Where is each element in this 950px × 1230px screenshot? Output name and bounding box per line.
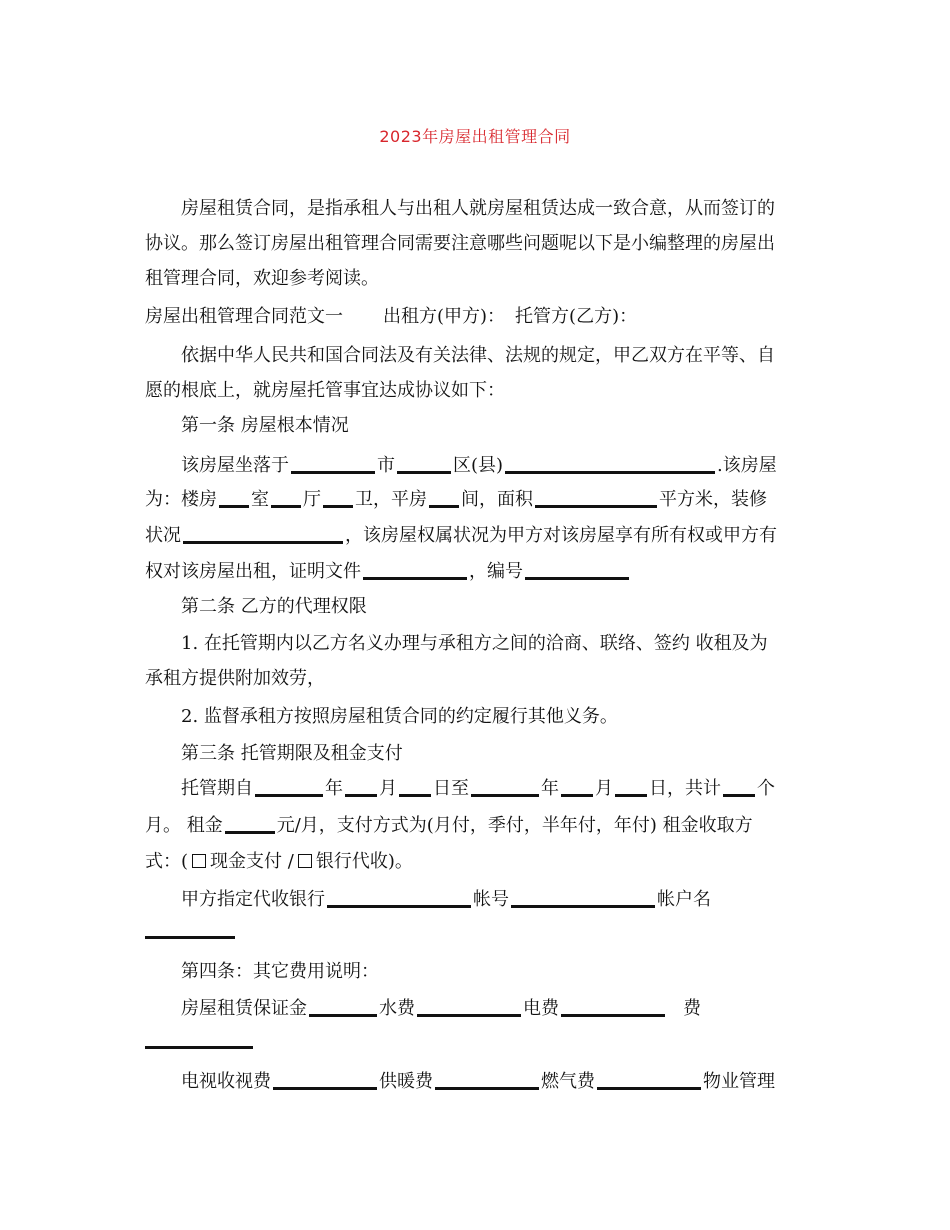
article-3-line [181, 887, 711, 912]
article-4-heading: 第四条：其它费用说明： [181, 961, 379, 982]
text: 状况 [145, 525, 181, 546]
blank-field[interactable] [417, 996, 521, 1017]
article-1-line [181, 453, 777, 478]
blank-field[interactable] [505, 453, 715, 474]
blank-field[interactable] [225, 813, 275, 834]
text: 权对该房屋出租，证明文件 [145, 561, 361, 582]
text: 帐户名 [657, 889, 711, 910]
blank-field[interactable] [525, 559, 629, 580]
blank-field[interactable] [511, 887, 655, 908]
blank-field[interactable] [435, 1069, 539, 1090]
text: 日至 [433, 778, 469, 799]
text: 个 [757, 778, 775, 799]
blank-field[interactable] [723, 776, 755, 797]
blank-field[interactable] [183, 523, 343, 544]
text: 甲方指定代收银行 [181, 889, 325, 910]
cash-payment-checkbox[interactable] [192, 854, 206, 868]
text: 月 [595, 778, 613, 799]
text: 帐号 [473, 889, 509, 910]
article-2-item: 承租方提供附加效劳， [145, 668, 325, 689]
article-1-line [145, 559, 631, 584]
blank-field[interactable] [219, 487, 249, 508]
article-1-heading: 第一条 房屋根本情况 [181, 415, 349, 436]
blank-field[interactable] [561, 996, 665, 1017]
preamble-line: 愿的根底上，就房屋托管事宜达成协议如下： [145, 380, 505, 401]
article-2-item: 2. 监督承租方按照房屋租赁合同的约定履行其他义务。 [181, 706, 618, 727]
blank-field[interactable] [273, 1069, 377, 1090]
text: 电费 [523, 998, 559, 1019]
sample-heading: 房屋出租管理合同范文一 [145, 306, 343, 327]
blank-field[interactable] [291, 453, 375, 474]
text: 燃气费 [541, 1071, 595, 1092]
blank-field[interactable] [323, 487, 353, 508]
blank-field[interactable] [535, 487, 657, 508]
article-3-line [145, 850, 413, 874]
party-a-label: 出租方(甲方)： [383, 306, 506, 327]
sample-line [145, 305, 637, 329]
blank-field[interactable] [145, 1028, 253, 1049]
text: 房屋租赁保证金 [181, 998, 307, 1019]
article-2-heading: 第二条 乙方的代理权限 [181, 596, 367, 617]
text: 现金支付 / [210, 851, 294, 872]
blank-field[interactable] [363, 559, 467, 580]
article-1-line [145, 487, 767, 512]
article-4-line [181, 996, 701, 1021]
article-3-line [145, 918, 235, 943]
intro-line: 协议。那么签订房屋出租管理合同需要注意哪些问题呢以下是小编整理的房屋出 [145, 233, 775, 254]
blank-field[interactable] [471, 776, 539, 797]
text: 该房屋坐落于 [181, 455, 289, 476]
blank-field[interactable] [145, 918, 235, 939]
blank-field[interactable] [597, 1069, 701, 1090]
text: 月 [379, 778, 397, 799]
blank-field[interactable] [397, 453, 451, 474]
text: 式：( [145, 851, 189, 872]
party-b-label: 托管方(乙方)： [515, 306, 638, 327]
text: 水费 [379, 998, 415, 1019]
blank-field[interactable] [429, 487, 459, 508]
text: ，编号 [469, 561, 523, 582]
document-title: 2023年房屋出租管理合同 [379, 127, 571, 146]
text: ，该房屋权属状况为甲方对该房屋享有所有权或甲方有 [345, 525, 777, 546]
blank-field[interactable] [345, 776, 377, 797]
article-2-item: 1. 在托管期内以乙方名义办理与承租方之间的洽商、联络、签约 收租及为 [181, 633, 768, 654]
article-3-line [181, 776, 775, 801]
blank-field[interactable] [327, 887, 471, 908]
text: 年 [325, 778, 343, 799]
blank-field[interactable] [399, 776, 431, 797]
article-3-heading: 第三条 托管期限及租金支付 [181, 743, 403, 764]
blank-field[interactable] [271, 487, 301, 508]
text: 物业管理 [703, 1071, 775, 1092]
blank-field[interactable] [561, 776, 593, 797]
text: .该房屋 [717, 455, 777, 476]
text: 元/月，支付方式为(月付，季付，半年付，年付) 租金收取方 [276, 815, 753, 836]
text: 厅 [303, 489, 321, 510]
article-1-line [145, 523, 777, 548]
article-4-line [181, 1069, 775, 1094]
article-3-line [145, 813, 753, 838]
text: 卫，平房 [355, 489, 427, 510]
text: 银行代收)。 [315, 851, 413, 872]
text: 室 [251, 489, 269, 510]
blank-field[interactable] [255, 776, 323, 797]
text: 间，面积 [461, 489, 533, 510]
text: 供暖费 [379, 1071, 433, 1092]
blank-field[interactable] [615, 776, 647, 797]
text: 电视收视费 [181, 1071, 271, 1092]
text: 市 [377, 455, 395, 476]
bank-collection-checkbox[interactable] [298, 854, 312, 868]
text: 平方米，装修 [659, 489, 767, 510]
text: 费 [683, 998, 701, 1019]
text: 托管期自 [181, 778, 253, 799]
intro-line: 租管理合同，欢迎参考阅读。 [145, 268, 379, 289]
blank-field[interactable] [309, 996, 377, 1017]
preamble-line: 依据中华人民共和国合同法及有关法律、法规的规定，甲乙双方在平等、自 [181, 345, 775, 366]
text: 月。 租金 [145, 815, 223, 836]
text: 日，共计 [649, 778, 721, 799]
text: 年 [541, 778, 559, 799]
text: 为：楼房 [145, 489, 217, 510]
article-4-line [145, 1028, 253, 1053]
text: 区(县) [453, 455, 504, 476]
intro-line: 房屋租赁合同，是指承租人与出租人就房屋租赁达成一致合意，从而签订的 [181, 198, 775, 219]
